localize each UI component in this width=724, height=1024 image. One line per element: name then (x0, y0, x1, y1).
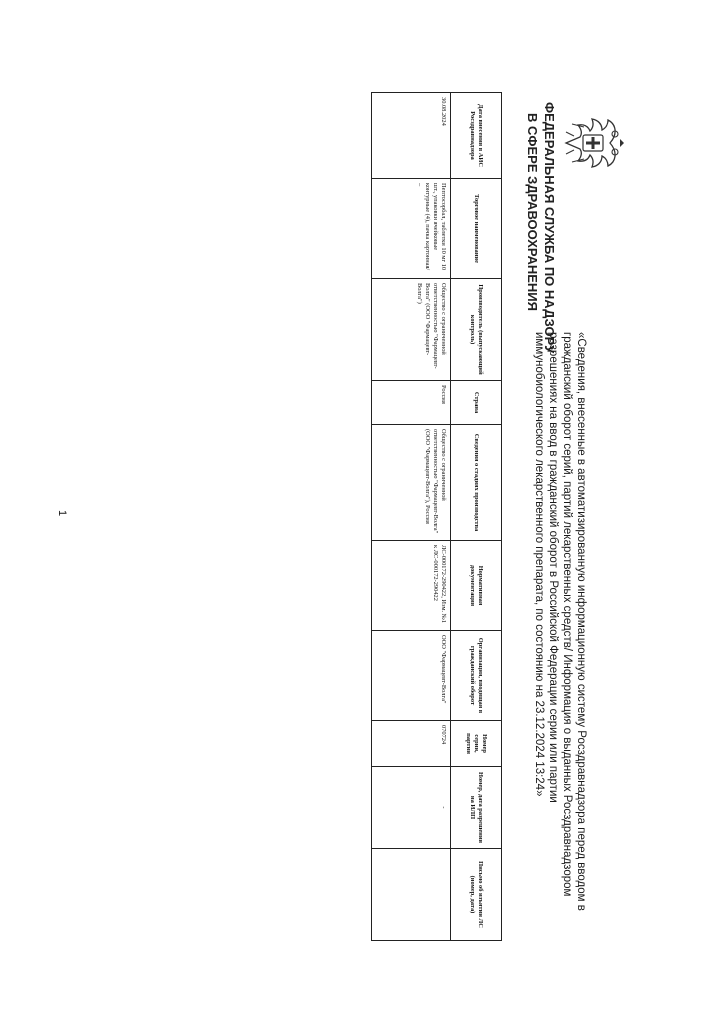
document-title: «Сведения, внесенные в автоматизированную информационную систему Росздравнадзора перед вводом в гражданский оборот серий, партий лекарственных средств/ Информация о выданных Росздравнадзором разрешениях на ввод в гражданский оборот в Российской Федерации серии или партии иммунобиологического лекарственного препарата, по состоянию на 23.12.2024 13:24» (533, 332, 587, 911)
table-header-row (451, 93, 502, 941)
double-headed-eagle-emblem-icon (562, 116, 624, 170)
page-number: 1 (56, 510, 68, 517)
cell-distributor: ООО "Фармацевт-Волга" (372, 631, 451, 721)
agency-name (524, 102, 558, 354)
cell-country: Россия (372, 381, 451, 425)
cell-ilp-permit: - (372, 767, 451, 849)
column-header: Производитель (выпускающий контроль) (451, 279, 502, 381)
cell-withdrawal-letter (372, 849, 451, 941)
column-header: Страна (451, 381, 502, 425)
agency-name-line1: ФЕДЕРАЛЬНАЯ СЛУЖБА ПО НАДЗОРУ (542, 102, 557, 354)
cell-date: 30.08.2024 (372, 93, 451, 179)
column-header: Торговое наименование (451, 179, 502, 279)
cell-batch-number: 070724 (372, 721, 451, 767)
cell-manufacturer: Общество с ограниченной ответственностью "Фармацевт-Волга" (ООО "Фармацевт-Волга") (372, 279, 451, 381)
column-header: Номер серии, партии (451, 721, 502, 767)
column-header: Организация, вводящая в гражданский оборот (451, 631, 502, 721)
column-header: Нормативная документация (451, 541, 502, 631)
column-header: Дата внесения в АИС Росздравнадзора (451, 93, 502, 179)
column-header: Письмо об изъятии ЛС (номер, дата) (451, 849, 502, 941)
cell-trade-name: Пептосорбал, таблетки 10 мг 10 шт., упаковки ячейковые контурные (4), пачка картонная/ – (372, 179, 451, 279)
cell-normative-doc: ЛС-000172-290422, Изм. №1 к ЛС-000172-290422 (372, 541, 451, 631)
agency-name-line2: В СФЕРЕ ЗДРАВООХРАНЕНИЯ (525, 113, 540, 311)
table-row (372, 93, 451, 941)
column-header: Номер, дата разрешения на ИЛП (451, 767, 502, 849)
cell-production-stages: Общество с ограниченной ответственностью "Фармацевт-Волга" (ООО "Фармацевт-Волга"), Россия (372, 425, 451, 541)
column-header: Сведения о стадиях производства (451, 425, 502, 541)
batch-registry-table (371, 92, 502, 941)
